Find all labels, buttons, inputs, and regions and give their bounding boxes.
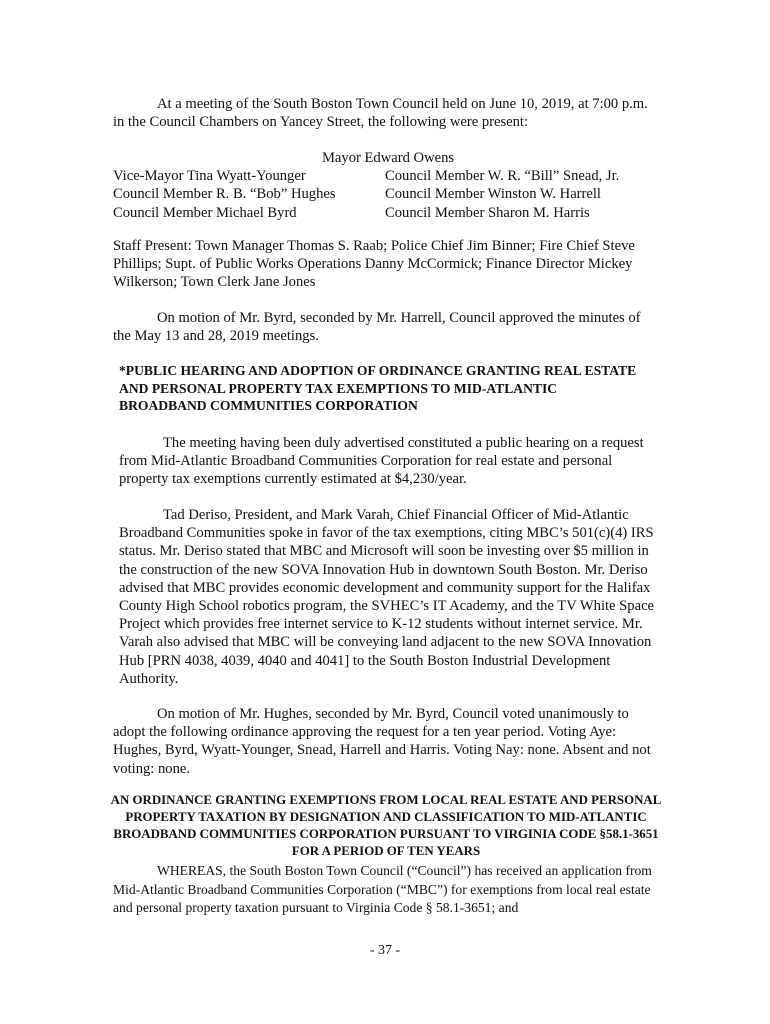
vote-motion-text: On motion of Mr. Hughes, seconded by Mr. Byrd, Council voted unanimously to adopt the following ordinance approving the request for a ten year period. Voting Aye: Hughes, Byrd, Wyatt-Younger, Snead, Harrell and Harris. Voting Nay: none. Absent and not voting: none.: [113, 706, 651, 777]
vote-paragraph: [113, 705, 659, 778]
ordinance-title-block: [100, 792, 672, 860]
page-footer: [0, 942, 770, 960]
hearing-heading-block: [119, 362, 647, 415]
attendee-right-2: Council Member Winston W. Harrell: [385, 186, 601, 203]
hearing-intro-text: The meeting having been duly advertised constituted a public hearing on a request from Mid-Atlantic Broadband Communities Corporation for real estate and personal property tax exemptions currently estimated at $4,230/year.: [119, 435, 644, 488]
page-number: - 37 -: [369, 943, 401, 958]
minutes-motion-text: On motion of Mr. Byrd, seconded by Mr. Harrell, Council approved the minutes of the May 13 and 28, 2019 meetings.: [113, 310, 641, 345]
attendee-left-2: Council Member R. B. “Bob” Hughes: [113, 186, 336, 203]
whereas-paragraph: [113, 862, 669, 918]
mayor-line: Mayor Edward Owens: [321, 150, 455, 166]
attendee-left-1: Vice-Mayor Tina Wyatt-Younger: [113, 168, 306, 185]
attendee-left-3: Council Member Michael Byrd: [113, 204, 297, 221]
hearing-heading: *PUBLIC HEARING AND ADOPTION OF ORDINANCE GRANTING REAL ESTATE AND PERSONAL PROPERTY TAX EXEMPTIONS TO MID-ATLANTIC BROADBAND COMMUNITIES CORPORATION: [119, 363, 637, 414]
testimony-paragraph: [119, 506, 659, 688]
ordinance-title: AN ORDINANCE GRANTING EXEMPTIONS FROM LOCAL REAL ESTATE AND PERSONAL PROPERTY TAXATION BY DESIGNATION AND CLASSIFICATION TO MID-ATLANTIC BROADBAND COMMUNITIES CORPORATION PURSUANT TO VIRGINIA CODE §58.1-3651 FOR A PERIOD OF TEN YEARS: [110, 793, 662, 858]
attendee-right-3: Council Member Sharon M. Harris: [385, 204, 590, 221]
staff-present-text: Staff Present: Town Manager Thomas S. Raab; Police Chief Jim Binner; Fire Chief Steve Phillips; Supt. of Public Works Operations Danny McCormick; Finance Director Mickey Wilkerson; Town Clerk Jane Jones: [113, 238, 635, 291]
staff-paragraph: [113, 237, 643, 292]
attendance-grid: [113, 167, 673, 222]
intro-paragraph: [113, 95, 661, 131]
minutes-paragraph: [113, 309, 661, 345]
intro-text: At a meeting of the South Boston Town Council held on June 10, 2019, at 7:00 p.m. in the Council Chambers on Yancey Street, the following were present:: [113, 96, 648, 131]
whereas-text: WHEREAS, the South Boston Town Council (“Council”) has received an application from Mid-Atlantic Broadband Communities Corporation (“MBC”) for exemptions from local real estate and personal property taxation pursuant to Virginia Code § 58.1-3651; and: [113, 863, 652, 916]
hearing-intro-paragraph: [119, 434, 665, 489]
attendance-list: [113, 149, 673, 222]
testimony-text: Tad Deriso, President, and Mark Varah, Chief Financial Officer of Mid-Atlantic Broadband Communities spoke in favor of the tax exemptions, citing MBC’s 501(c)(4) IRS status. Mr. Deriso stated that MBC and Microsoft will soon be investing over $5 million in the construction of the new SOVA Innovation Hub in downtown South Boston. Mr. Deriso advised that MBC provides economic development and community support for the Halifax County High School robotics program, the SVHEC’s IT Academy, and the TV White Space Project which provides free internet service to K-12 students without internet service. Mr. Varah also advised that MBC will be conveying land adjacent to the new SOVA Innovation Hub [PRN 4038, 4039, 4040 and 4041] to the South Boston Industrial Development Authority.: [119, 507, 655, 687]
attendee-right-1: Council Member W. R. “Bill” Snead, Jr.: [385, 168, 620, 185]
